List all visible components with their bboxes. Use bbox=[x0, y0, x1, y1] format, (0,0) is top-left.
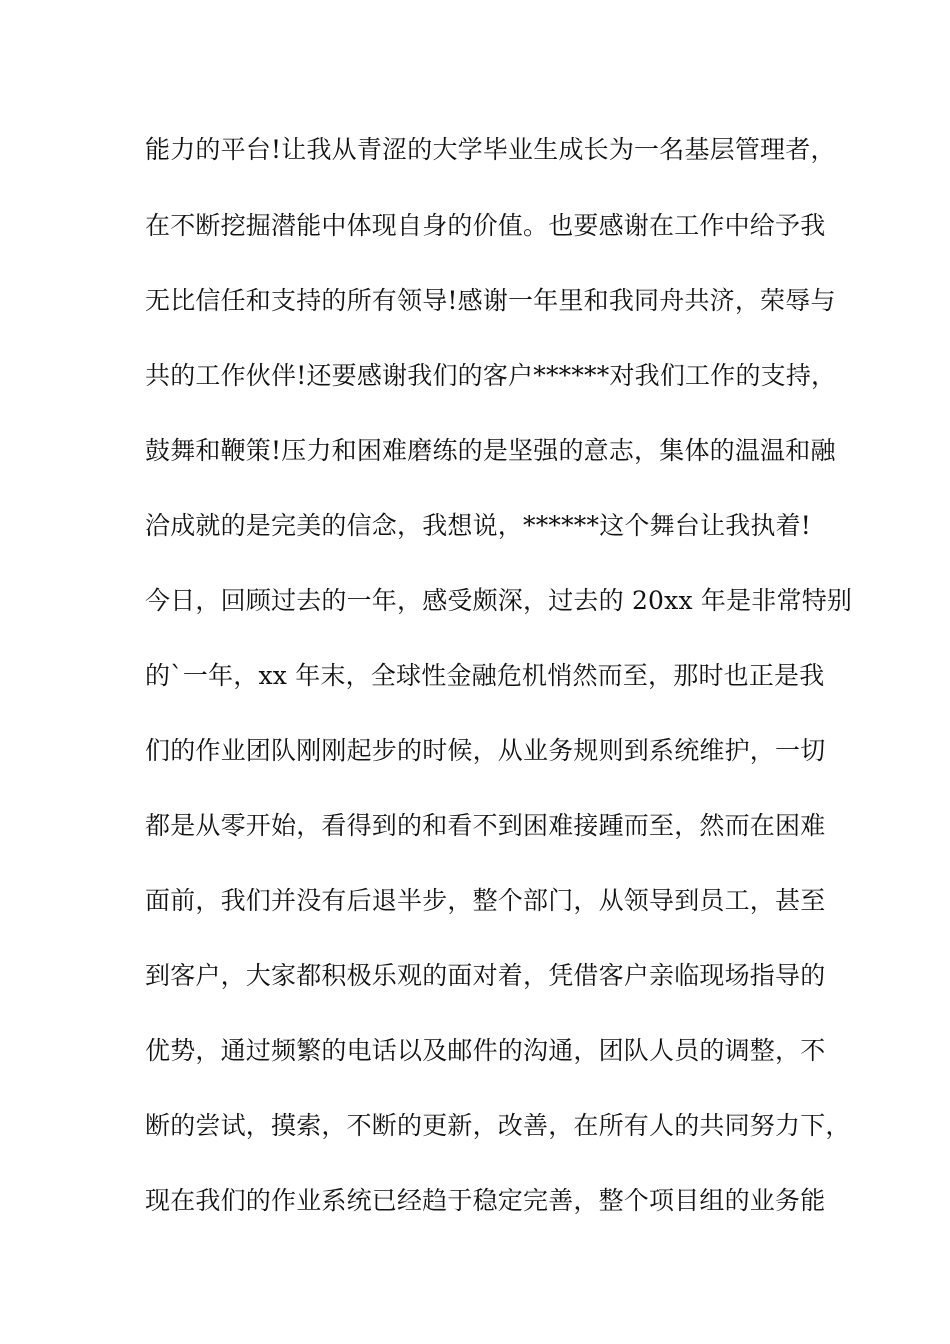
text-line: 的`一年，xx 年末，全球性金融危机悄然而至，那时也正是我 bbox=[145, 661, 825, 690]
text-line: 断的尝试，摸索，不断的更新，改善，在所有人的共同努力下， bbox=[145, 1111, 851, 1140]
text-line: 面前，我们并没有后退半步，整个部门，从领导到员工，甚至 bbox=[145, 886, 826, 915]
text-line: 在不断挖掘潜能中体现自身的价值。也要感谢在工作中给予我 bbox=[145, 211, 826, 240]
text-line: 能力的平台!让我从青涩的大学毕业生成长为一名基层管理者， bbox=[145, 135, 836, 164]
text-line: 优势，通过频繁的电话以及邮件的沟通，团队人员的调整，不 bbox=[145, 1036, 826, 1065]
text-line: 到客户，大家都积极乐观的面对着，凭借客户亲临现场指导的 bbox=[145, 961, 826, 990]
text-line: 无比信任和支持的所有领导!感谢一年里和我同舟共济，荣辱与 bbox=[145, 286, 836, 315]
text-line: 今日，回顾过去的一年，感受颇深，过去的 20xx 年是非常特别 bbox=[145, 586, 853, 615]
text-line: 们的作业团队刚刚起步的时候，从业务规则到系统维护，一切 bbox=[145, 736, 826, 765]
text-line: 共的工作伙伴!还要感谢我们的客户******对我们工作的支持， bbox=[145, 361, 837, 390]
text-line: 鼓舞和鞭策!压力和困难磨练的是坚强的意志，集体的温温和融 bbox=[145, 436, 836, 465]
text-line: 洽成就的是完美的信念，我想说，******这个舞台让我执着! bbox=[145, 511, 812, 540]
text-line: 现在我们的作业系统已经趋于稳定完善，整个项目组的业务能 bbox=[145, 1186, 826, 1215]
text-line: 都是从零开始，看得到的和看不到困难接踵而至，然而在困难 bbox=[145, 811, 826, 840]
